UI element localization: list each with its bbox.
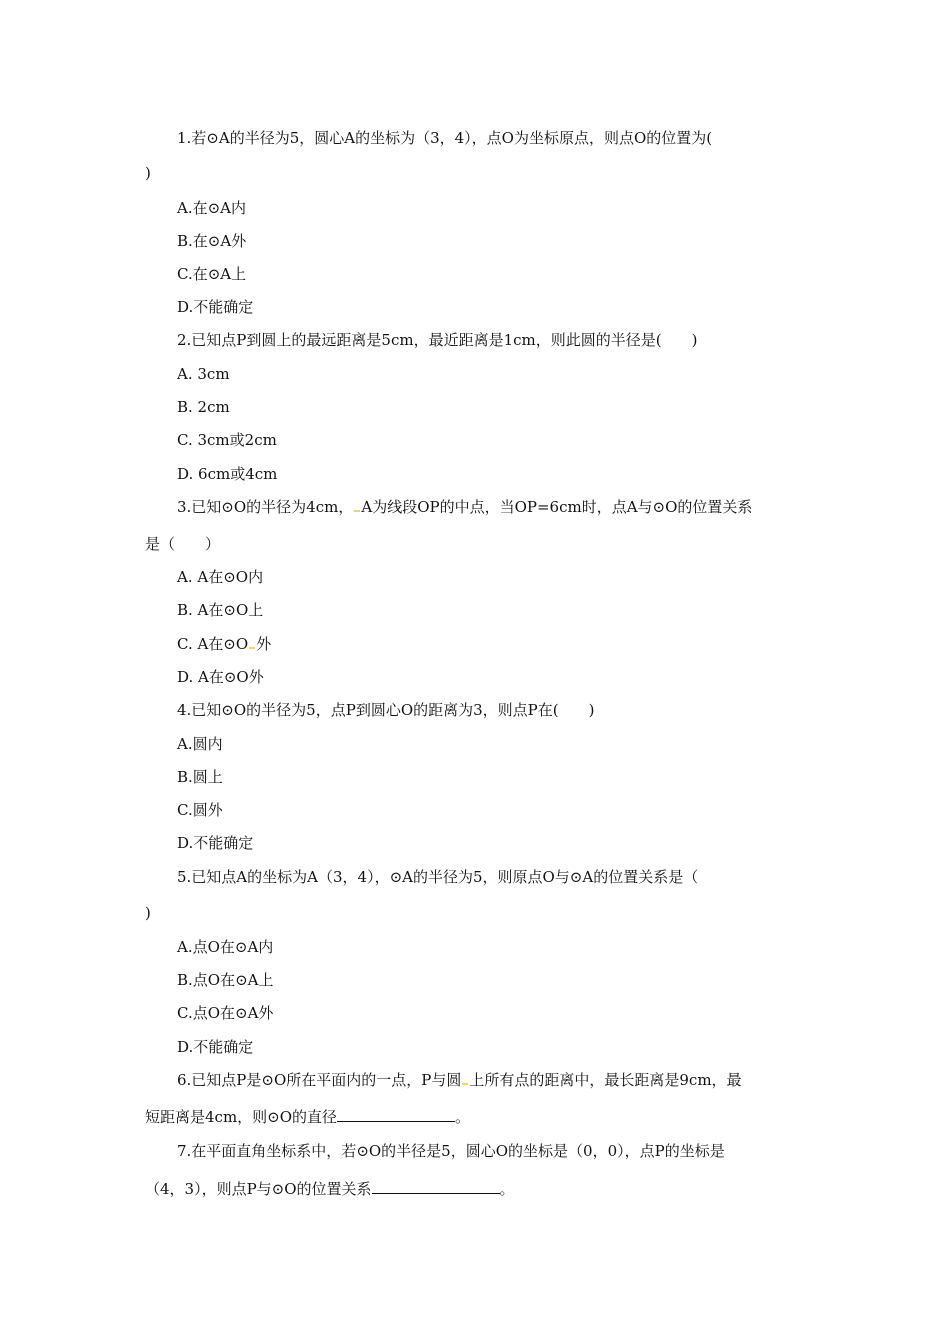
question-3-stem-part-2: A为线段OP的中点，当OP=6cm时，点A与⊙O的位置关系 bbox=[361, 498, 753, 516]
question-2-option-a: A. 3cm bbox=[177, 365, 230, 383]
answer-blank[interactable] bbox=[337, 1106, 455, 1122]
question-3-option-b: B. A在⊙O上 bbox=[177, 601, 264, 619]
question-5-stem: 5.已知点A的坐标为A（3，4），⊙A的半径为5，则原点O与⊙A的位置关系是（ bbox=[177, 868, 699, 886]
question-3-stem-part-1: 3.已知⊙O的半径为4cm， bbox=[177, 498, 354, 516]
question-1-option-b: B.在⊙A外 bbox=[177, 232, 247, 250]
question-2-option-b: B. 2cm bbox=[177, 398, 230, 416]
highlight-mark bbox=[462, 1083, 468, 1085]
question-1-stem: 1.若⊙A的半径为5，圆心A的坐标为（3，4），点O为坐标原点，则点O的位置为( bbox=[177, 129, 713, 147]
question-7-stem-part-2: （4，3），则点P与⊙O的位置关系 bbox=[145, 1180, 372, 1198]
question-5-stem-continued: ) bbox=[145, 904, 151, 922]
question-3-stem-continued: 是（ ） bbox=[145, 535, 221, 553]
question-6-stem-part-1: 6.已知点P是⊙O所在平面内的一点，P与圆 bbox=[177, 1071, 462, 1089]
question-3-option-d: D. A在⊙O外 bbox=[177, 668, 264, 686]
question-5-option-c: C.点O在⊙A外 bbox=[177, 1004, 274, 1022]
question-5-option-d: D.不能确定 bbox=[177, 1038, 254, 1056]
question-3-option-c-part-1: C. A在⊙O bbox=[177, 635, 249, 653]
question-2-option-d: D. 6cm或4cm bbox=[177, 465, 278, 483]
question-3-option-c-part-2: 外 bbox=[256, 635, 272, 653]
question-6-stem bbox=[177, 1070, 742, 1090]
question-6-stem-end: 。 bbox=[455, 1108, 471, 1126]
highlight-mark bbox=[354, 510, 360, 512]
question-4-option-a: A.圆内 bbox=[177, 735, 223, 753]
question-2-stem: 2.已知点P到圆上的最远距离是5cm，最近距离是1cm，则此圆的半径是( ) bbox=[177, 331, 698, 349]
question-3-option-a: A. A在⊙O内 bbox=[177, 568, 264, 586]
question-4-option-b: B.圆上 bbox=[177, 768, 223, 786]
question-5-option-a: A.点O在⊙A内 bbox=[177, 938, 274, 956]
question-2-option-c: C. 3cm或2cm bbox=[177, 431, 277, 449]
question-7-stem-continued bbox=[145, 1178, 515, 1199]
question-7-stem-end: 。 bbox=[499, 1180, 515, 1198]
question-6-stem-part-3: 短距离是4cm，则⊙O的直径 bbox=[145, 1108, 338, 1126]
question-3-option-c bbox=[177, 634, 271, 654]
question-4-stem: 4.已知⊙O的半径为5，点P到圆心O的距离为3，则点P在( ) bbox=[177, 701, 595, 719]
highlight-mark bbox=[249, 647, 255, 649]
question-7-stem: 7.在平面直角坐标系中，若⊙O的半径是5，圆心O的坐标是（0，0），点P的坐标是 bbox=[177, 1142, 725, 1160]
question-6-stem-part-2: 上所有点的距离中，最长距离是9cm，最 bbox=[469, 1071, 742, 1089]
question-1-option-a: A.在⊙A内 bbox=[177, 199, 247, 217]
answer-blank[interactable] bbox=[372, 1178, 500, 1194]
question-1-option-c: C.在⊙A上 bbox=[177, 265, 247, 283]
question-6-stem-continued bbox=[145, 1106, 470, 1127]
question-3-stem bbox=[177, 497, 752, 517]
question-1-stem-continued: ) bbox=[145, 164, 151, 182]
question-1-option-d: D.不能确定 bbox=[177, 298, 254, 316]
question-4-option-c: C.圆外 bbox=[177, 801, 223, 819]
question-5-option-b: B.点O在⊙A上 bbox=[177, 971, 274, 989]
question-4-option-d: D.不能确定 bbox=[177, 834, 254, 852]
